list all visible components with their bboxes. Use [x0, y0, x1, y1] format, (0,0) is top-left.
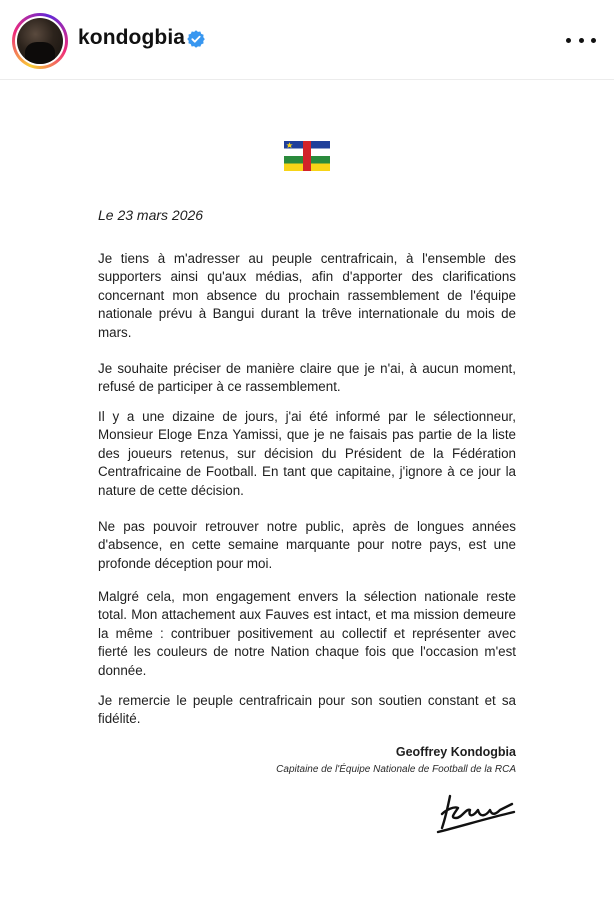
signatory-title: Capitaine de l'Équipe Nationale de Football de la RCA [276, 764, 516, 775]
signatory-name: Geoffrey Kondogbia [395, 745, 516, 759]
more-options-icon[interactable] [566, 30, 596, 50]
handwritten-signature [432, 788, 516, 836]
paragraph: Je remercie le peuple centrafricain pour son soutien constant et sa fidélité. [98, 693, 516, 727]
verified-badge-icon [186, 29, 206, 49]
paragraph: Ne pas pouvoir retrouver notre public, après de longues années d'absence, en cette semaine marquante pour notre pays, est une profonde déception pour moi. [98, 519, 516, 571]
paragraph: Je souhaite préciser de manière claire que je n'ai, à aucun moment, refusé de participer à ce rassemblement. [98, 361, 516, 395]
post-header [0, 0, 614, 80]
profile-photo [17, 18, 63, 64]
paragraph: Je tiens à m'adresser au peuple centrafricain, à l'ensemble des supporters ainsi qu'aux médias, afin d'apporter des clarifications concernant mon absence du prochain rassemblement de l'équipe nationale prévu à Bangui durant la trêve internationale du mois de mars. [98, 251, 516, 340]
paragraph: Il y a une dizaine de jours, j'ai été informé par le sélectionneur, Monsieur Eloge Enza Yamissi, que je ne faisais pas partie de la liste des joueurs retenus, sur décision du Président de la Fédération Centrafricaine de Football. En tant que capitaine, j'ignore à ce jour la nature de cette décision. [98, 409, 516, 498]
avatar[interactable] [12, 13, 68, 69]
letter-date: Le 23 mars 2026 [98, 207, 204, 223]
username-link[interactable]: kondogbia [78, 26, 186, 49]
letter-document [0, 80, 614, 900]
central-african-republic-flag [284, 141, 330, 171]
paragraph: Malgré cela, mon engagement envers la sélection nationale reste total. Mon attachement aux Fauves est intact, et ma mission demeure la même : contribuer positivement au collectif et représenter avec fierté les couleurs de notre Nation chaque fois que l'occasion m'est donnée. [98, 589, 516, 678]
